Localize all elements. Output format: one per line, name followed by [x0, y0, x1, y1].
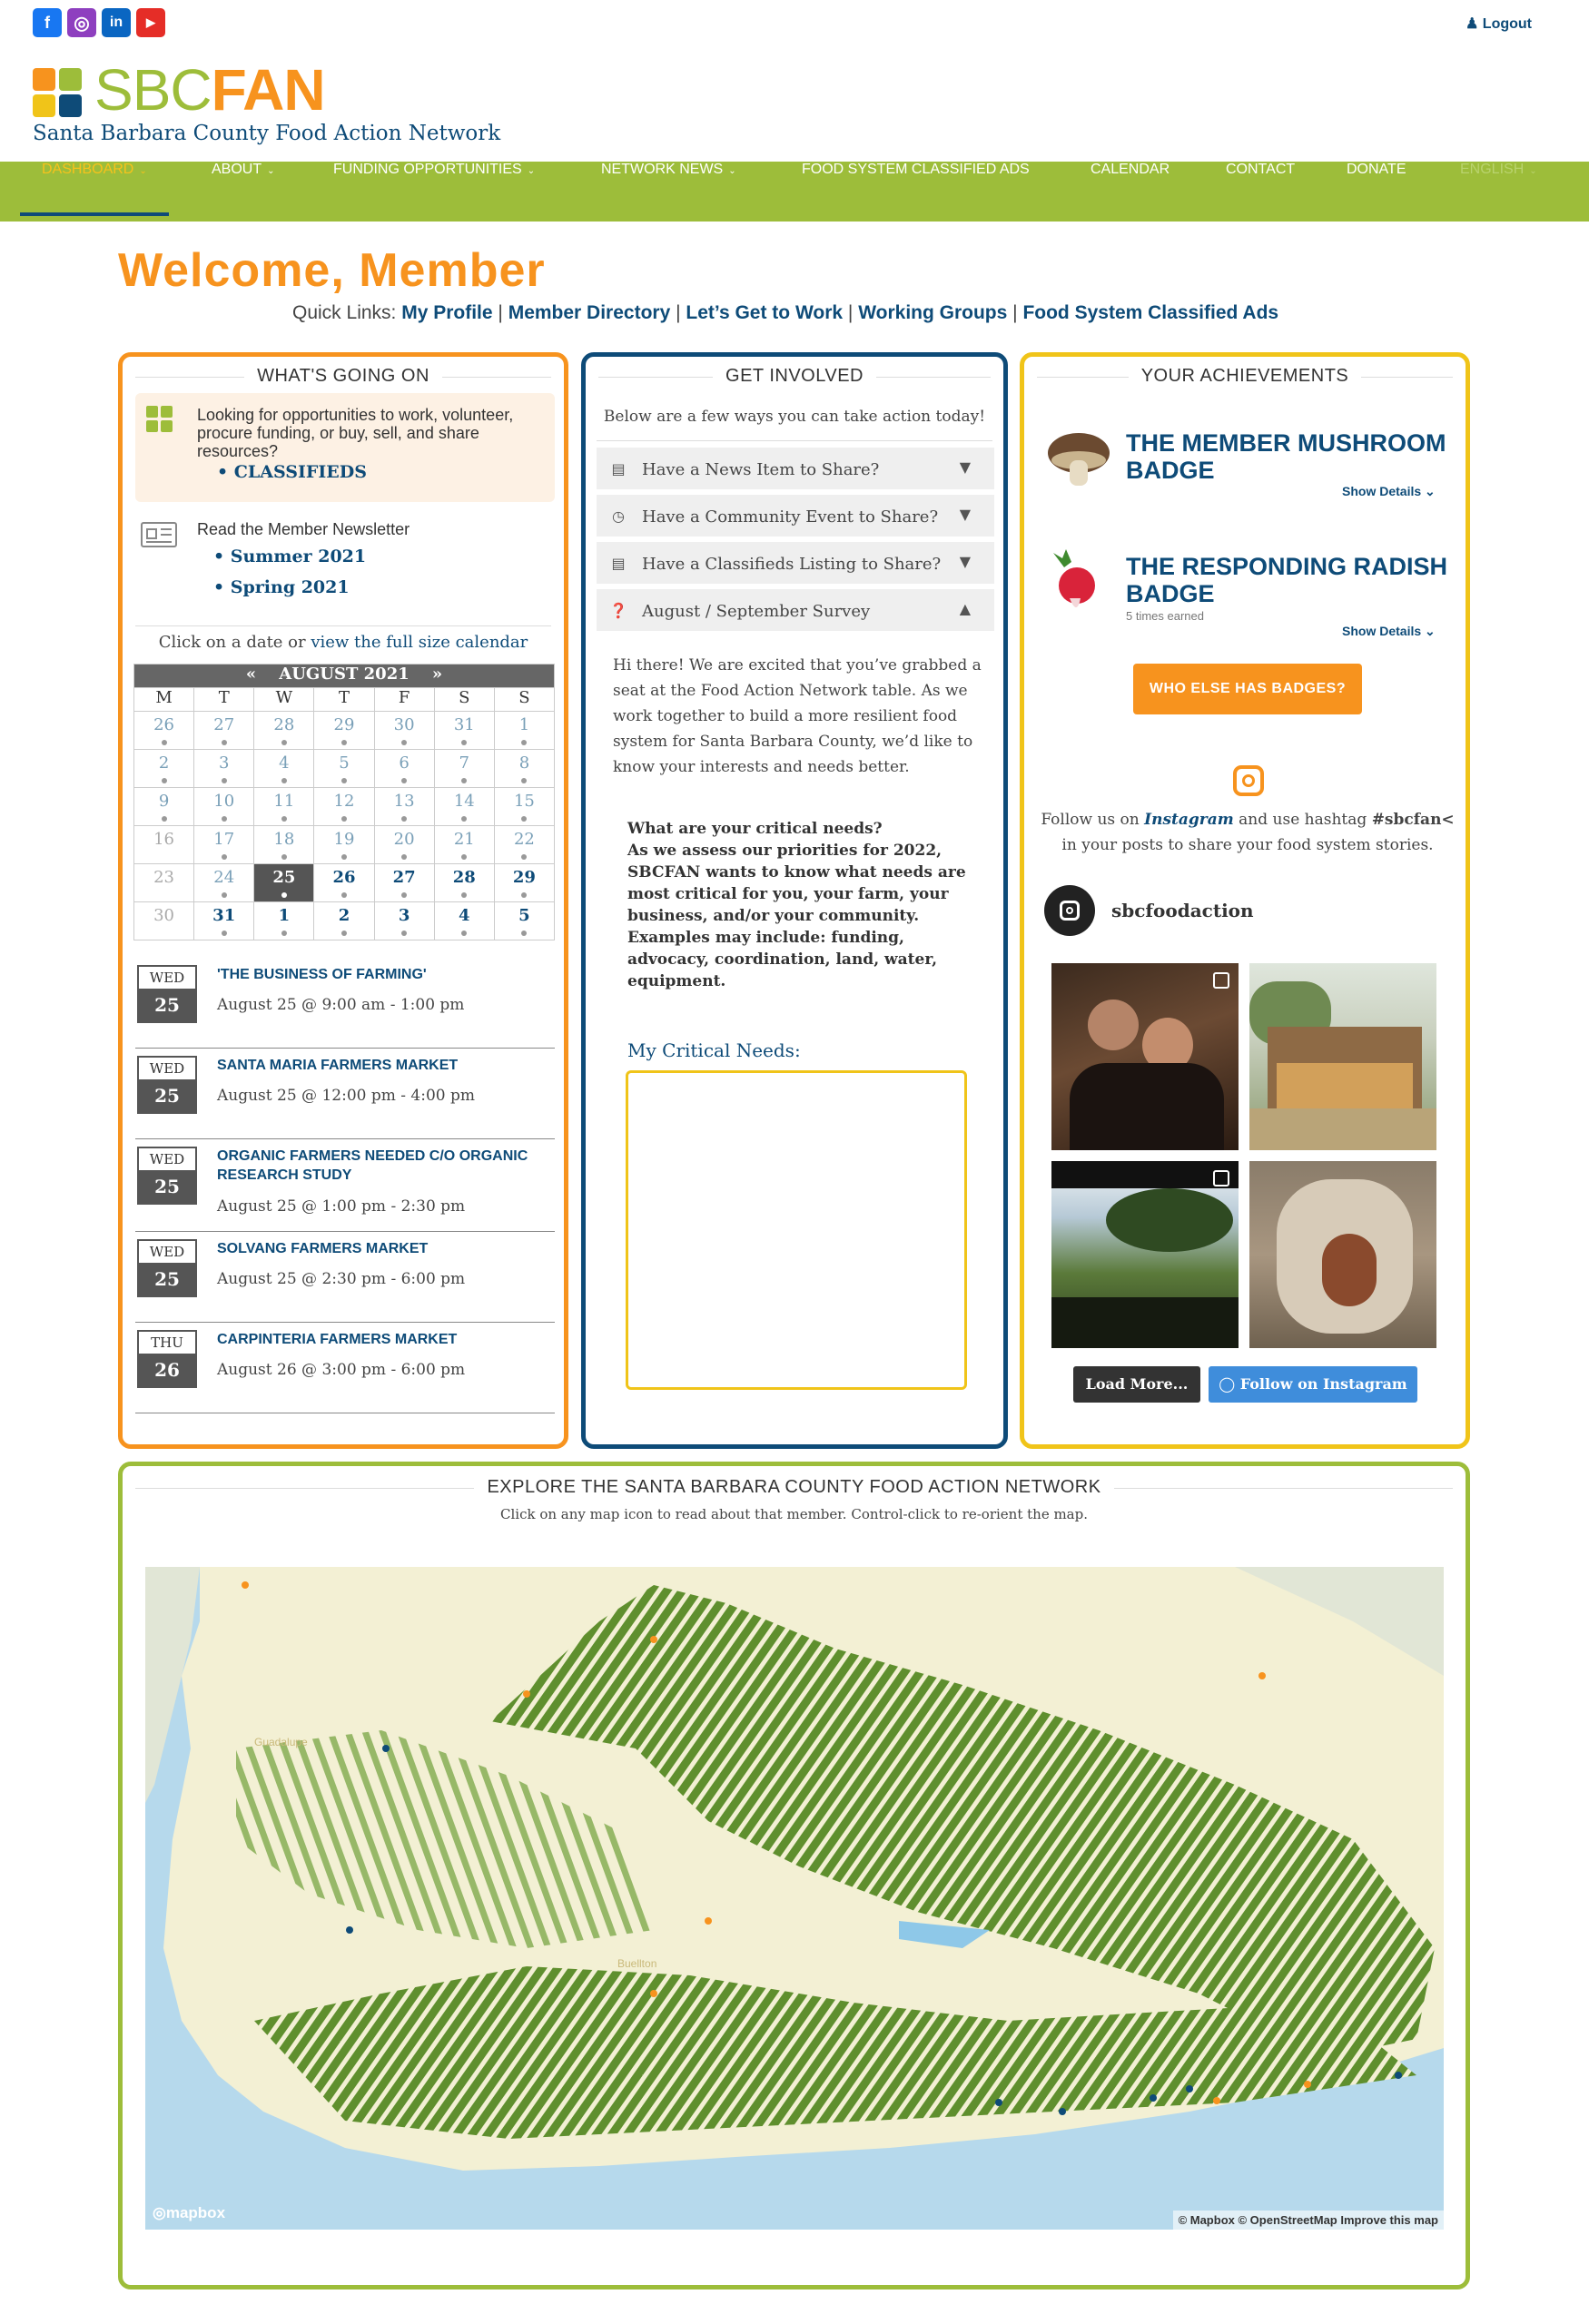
badge-count: 5 times earned	[1126, 609, 1204, 623]
gallery-icon	[1213, 972, 1229, 989]
nav-language[interactable]: ENGLISH ⌄	[1460, 162, 1537, 177]
who-else-badges-button[interactable]: WHO ELSE HAS BADGES?	[1133, 664, 1362, 714]
clock-icon: ◷	[612, 507, 625, 525]
calendar-day-today[interactable]: 25	[254, 864, 314, 902]
critical-needs-textarea[interactable]	[626, 1070, 967, 1390]
weekday: S	[434, 688, 494, 712]
instagram-handle[interactable]: sbcfoodaction	[1111, 900, 1254, 921]
weekday: T	[194, 688, 254, 712]
event-title[interactable]: 'THE BUSINESS OF FARMING'	[217, 967, 427, 982]
event-date: THU 26	[137, 1330, 197, 1388]
map-terrain	[145, 1567, 1444, 2230]
calendar-day[interactable]: 4	[434, 902, 494, 940]
instagram-icon[interactable]: ◎	[67, 8, 96, 37]
whats-going-on-panel	[118, 352, 568, 1449]
event-date: WED 25	[137, 1239, 197, 1297]
calendar-day[interactable]: 28	[254, 712, 314, 750]
calendar-day[interactable]: 17	[194, 826, 254, 864]
event-date: WED 25	[137, 965, 197, 1023]
critical-needs-label: My Critical Needs:	[627, 1039, 801, 1061]
site-logo[interactable]	[33, 57, 505, 154]
youtube-icon[interactable]: ▶	[136, 8, 165, 37]
calendar-day[interactable]: 26	[134, 712, 194, 750]
caret-down-icon: ▼	[959, 553, 971, 570]
logo-square	[33, 68, 55, 91]
chevron-down-icon: ⌄	[1425, 484, 1436, 498]
calendar-day[interactable]: 6	[374, 750, 434, 788]
calendar-day[interactable]: 16	[134, 826, 194, 864]
instagram-icon	[1233, 765, 1264, 796]
calendar-day[interactable]: 10	[194, 788, 254, 826]
classifieds-link[interactable]: CLASSIFIEDS	[233, 462, 367, 482]
nav-calendar[interactable]: CALENDAR	[1091, 162, 1170, 177]
event-item[interactable]	[135, 1324, 555, 1413]
calendar-day[interactable]: 27	[194, 712, 254, 750]
event-title[interactable]: SOLVANG FARMERS MARKET	[217, 1241, 429, 1256]
calendar-day[interactable]: 18	[254, 826, 314, 864]
logout-link[interactable]: ♟ Logout	[1466, 16, 1532, 32]
instagram-photo[interactable]	[1249, 963, 1436, 1150]
badge-title: THE RESPONDING RADISH BADGE	[1126, 553, 1448, 607]
nav-network-news[interactable]: NETWORK NEWS ⌄	[601, 162, 736, 177]
calendar-day[interactable]: 24	[194, 864, 254, 902]
calendar-day[interactable]: 14	[434, 788, 494, 826]
nav-about[interactable]: ABOUT ⌄	[212, 162, 275, 177]
logo-wordmark: SBCFAN	[94, 57, 325, 123]
calendar-day[interactable]: 22	[494, 826, 554, 864]
calendar-day[interactable]: 20	[374, 826, 434, 864]
logo-square	[33, 94, 55, 117]
weekday: S	[494, 688, 554, 712]
panel-title: EXPLORE THE SANTA BARBARA COUNTY FOOD ACTION NETWORK	[123, 1477, 1466, 1498]
calendar-day[interactable]: 1	[494, 712, 554, 750]
calendar-day[interactable]: 7	[434, 750, 494, 788]
badge-title: THE MEMBER MUSHROOM BADGE	[1126, 429, 1446, 484]
show-details-link[interactable]: Show Details ⌄	[1342, 484, 1436, 498]
calendar-day[interactable]: 30	[134, 902, 194, 940]
page-title: Welcome, Member	[118, 244, 546, 297]
calendar-day[interactable]: 1	[254, 902, 314, 940]
event-title[interactable]: SANTA MARIA FARMERS MARKET	[217, 1058, 459, 1073]
newspaper-icon: ▤	[611, 460, 626, 478]
instagram-photo[interactable]	[1051, 1161, 1239, 1348]
question-icon: ❓	[609, 602, 627, 619]
calendar-day[interactable]: 31	[194, 902, 254, 940]
logo-square	[59, 68, 82, 91]
quick-link-directory[interactable]: Member Directory	[508, 302, 671, 323]
panel-title: WHAT'S GOING ON	[123, 366, 564, 387]
calendar-day[interactable]: 11	[254, 788, 314, 826]
quick-link-working-groups[interactable]: Working Groups	[858, 302, 1008, 323]
calendar-day[interactable]: 19	[314, 826, 374, 864]
newsletter-list: • Summer 2021 • Spring 2021	[213, 547, 367, 597]
calendar-day[interactable]: 15	[494, 788, 554, 826]
nav-donate[interactable]: DONATE	[1347, 162, 1406, 177]
member-map[interactable]	[145, 1567, 1444, 2230]
event-time: August 25 @ 12:00 pm - 4:00 pm	[217, 1087, 475, 1105]
event-date: WED 25	[137, 1147, 197, 1205]
newspaper-icon	[141, 522, 177, 547]
mini-calendar	[133, 664, 555, 940]
load-more-button[interactable]: Load More...	[1073, 1366, 1200, 1403]
calendar-day[interactable]: 5	[494, 902, 554, 940]
calendar-day[interactable]: 23	[134, 864, 194, 902]
mapbox-logo[interactable]: ◎mapbox	[153, 2204, 226, 2221]
instagram-avatar[interactable]	[1044, 885, 1095, 936]
calendar-day[interactable]: 3	[374, 902, 434, 940]
calendar-day[interactable]: 21	[434, 826, 494, 864]
promo-text: Looking for opportunities to work, volunteer, procure funding, or buy, sell, and share resources?	[197, 406, 514, 460]
calendar-day[interactable]: 2	[134, 750, 194, 788]
facebook-icon[interactable]: f	[33, 8, 62, 37]
calendar-day[interactable]: 29	[494, 864, 554, 902]
instagram-link[interactable]: Instagram	[1144, 811, 1234, 829]
accordion-news[interactable]: ▤ Have a News Item to Share? ▼	[597, 448, 994, 491]
mapbox-icon: ◎	[153, 2204, 166, 2221]
weekday: M	[134, 688, 194, 712]
map-attribution[interactable]: © Mapbox © OpenStreetMap Improve this map	[1173, 2211, 1444, 2230]
calendar-day[interactable]: 26	[314, 864, 374, 902]
logo-square	[59, 94, 82, 117]
nav-contact[interactable]: CONTACT	[1226, 162, 1296, 177]
event-item[interactable]	[135, 960, 555, 1049]
promo-bullet: • CLASSIFIEDS	[217, 462, 367, 482]
follow-instagram-button[interactable]: ◯ Follow on Instagram	[1209, 1366, 1417, 1403]
calendar-day[interactable]: 28	[434, 864, 494, 902]
divider	[597, 440, 992, 441]
critical-needs-question: What are your critical needs? As we assess our priorities for 2022, SBCFAN wants to know what needs are most critical for you, your farm, your business, and/or your community. Examples may include: funding, advocacy, coordination, land, water, equipment.	[627, 820, 966, 990]
weekday: W	[254, 688, 314, 712]
accordion-survey[interactable]: ❓ August / September Survey ▲	[597, 589, 994, 633]
calendar-day[interactable]: 9	[134, 788, 194, 826]
event-date: WED 25	[137, 1056, 197, 1114]
newsletter-summer-link[interactable]: Summer 2021	[230, 547, 367, 566]
event-item[interactable]	[135, 1141, 555, 1232]
event-time: August 26 @ 3:00 pm - 6:00 pm	[217, 1361, 466, 1379]
user-icon: ♟	[1466, 16, 1483, 32]
event-time: August 25 @ 1:00 pm - 2:30 pm	[217, 1197, 466, 1216]
panel-title: YOUR ACHIEVEMENTS	[1024, 366, 1466, 387]
grid-icon	[146, 406, 173, 433]
main-nav	[0, 162, 1589, 222]
calendar-day[interactable]: 31	[434, 712, 494, 750]
full-calendar-link[interactable]: view the full size calendar	[311, 633, 528, 652]
gallery-icon	[1213, 1170, 1229, 1187]
calendar-prev[interactable]: «	[245, 665, 257, 684]
calendar-day[interactable]: 2	[314, 902, 374, 940]
get-involved-panel	[581, 352, 1008, 1449]
calendar-day[interactable]: 29	[314, 712, 374, 750]
event-item[interactable]	[135, 1234, 555, 1323]
logo-subtitle: Santa Barbara County Food Action Network	[33, 122, 501, 145]
show-details-link[interactable]: Show Details ⌄	[1342, 624, 1436, 638]
radish-badge-icon	[1046, 549, 1106, 618]
map-place-label: Guadalupe	[254, 1736, 308, 1748]
calendar-day[interactable]: 30	[374, 712, 434, 750]
calendar-day[interactable]: 4	[254, 750, 314, 788]
event-title[interactable]: CARPINTERIA FARMERS MARKET	[217, 1332, 458, 1347]
nav-funding[interactable]: FUNDING OPPORTUNITIES ⌄	[333, 162, 536, 177]
event-time: August 25 @ 9:00 am - 1:00 pm	[217, 996, 465, 1014]
newsletter-label: Read the Member Newsletter	[197, 520, 410, 538]
weekday: F	[374, 688, 434, 712]
linkedin-icon[interactable]: in	[102, 8, 131, 37]
instagram-photo[interactable]	[1051, 963, 1239, 1150]
caret-down-icon: ▼	[959, 506, 971, 523]
map-subtitle: Click on any map icon to read about that member. Control-click to re-orient the map.	[500, 1506, 1088, 1522]
calendar-day[interactable]: 27	[374, 864, 434, 902]
top-bar	[0, 0, 1589, 47]
calendar-day[interactable]: 5	[314, 750, 374, 788]
chevron-down-icon: ⌄	[1425, 624, 1436, 638]
get-involved-intro: Below are a few ways you can take action today!	[603, 408, 986, 426]
caret-down-icon: ▼	[959, 458, 971, 476]
calendar-intro: Click on a date or view the full size calendar	[158, 633, 528, 652]
accordion-event[interactable]: ◷ Have a Community Event to Share? ▼	[597, 495, 994, 538]
caret-up-icon: ▲	[959, 600, 971, 617]
instagram-icon: ◯	[1219, 1375, 1240, 1393]
mushroom-badge-icon	[1044, 429, 1113, 491]
event-item[interactable]	[135, 1050, 555, 1139]
achievements-panel	[1020, 352, 1470, 1449]
panel-title: GET INVOLVED	[586, 366, 1003, 387]
calendar-day[interactable]: 13	[374, 788, 434, 826]
event-title[interactable]: ORGANIC FARMERS NEEDED C/O ORGANIC RESEARCH STUDY	[217, 1148, 528, 1183]
calendar-day[interactable]: 8	[494, 750, 554, 788]
list-icon: ▤	[611, 555, 626, 572]
calendar-header: « AUGUST 2021 »	[134, 665, 555, 688]
weekday: T	[314, 688, 374, 712]
calendar-next[interactable]: »	[431, 665, 443, 684]
divider	[135, 625, 551, 626]
event-time: August 25 @ 2:30 pm - 6:00 pm	[217, 1270, 466, 1288]
newsletter-spring-link[interactable]: Spring 2021	[230, 577, 350, 597]
survey-intro: Hi there! We are excited that you’ve grabbed a seat at the Food Action Network table. As we work together to build a more resilient food system for Santa Barbara County, we’d like to know your interests and needs better.	[613, 656, 982, 776]
quick-link-get-to-work[interactable]: Let’s Get to Work	[686, 302, 844, 323]
quick-link-profile[interactable]: My Profile	[401, 302, 493, 323]
follow-text: Follow us on Instagram and use hashtag #sbcfan< in your posts to share your food system stories.	[1041, 811, 1455, 854]
instagram-photo[interactable]	[1249, 1161, 1436, 1348]
map-place-label: Buellton	[617, 1957, 657, 1970]
classifieds-promo	[135, 393, 555, 502]
calendar-day[interactable]: 3	[194, 750, 254, 788]
nav-classified-ads[interactable]: FOOD SYSTEM CLASSIFIED ADS	[802, 162, 1030, 177]
calendar-day[interactable]: 12	[314, 788, 374, 826]
quick-link-classified-ads[interactable]: Food System Classified Ads	[1022, 302, 1279, 323]
accordion-classifieds[interactable]: ▤ Have a Classifieds Listing to Share? ▼	[597, 542, 994, 586]
quick-links: Quick Links: My Profile | Member Directory | Let’s Get to Work | Working Groups | Food System Classified Ads	[292, 302, 1279, 323]
nav-dashboard[interactable]: DASHBOARD ⌄	[42, 162, 147, 222]
